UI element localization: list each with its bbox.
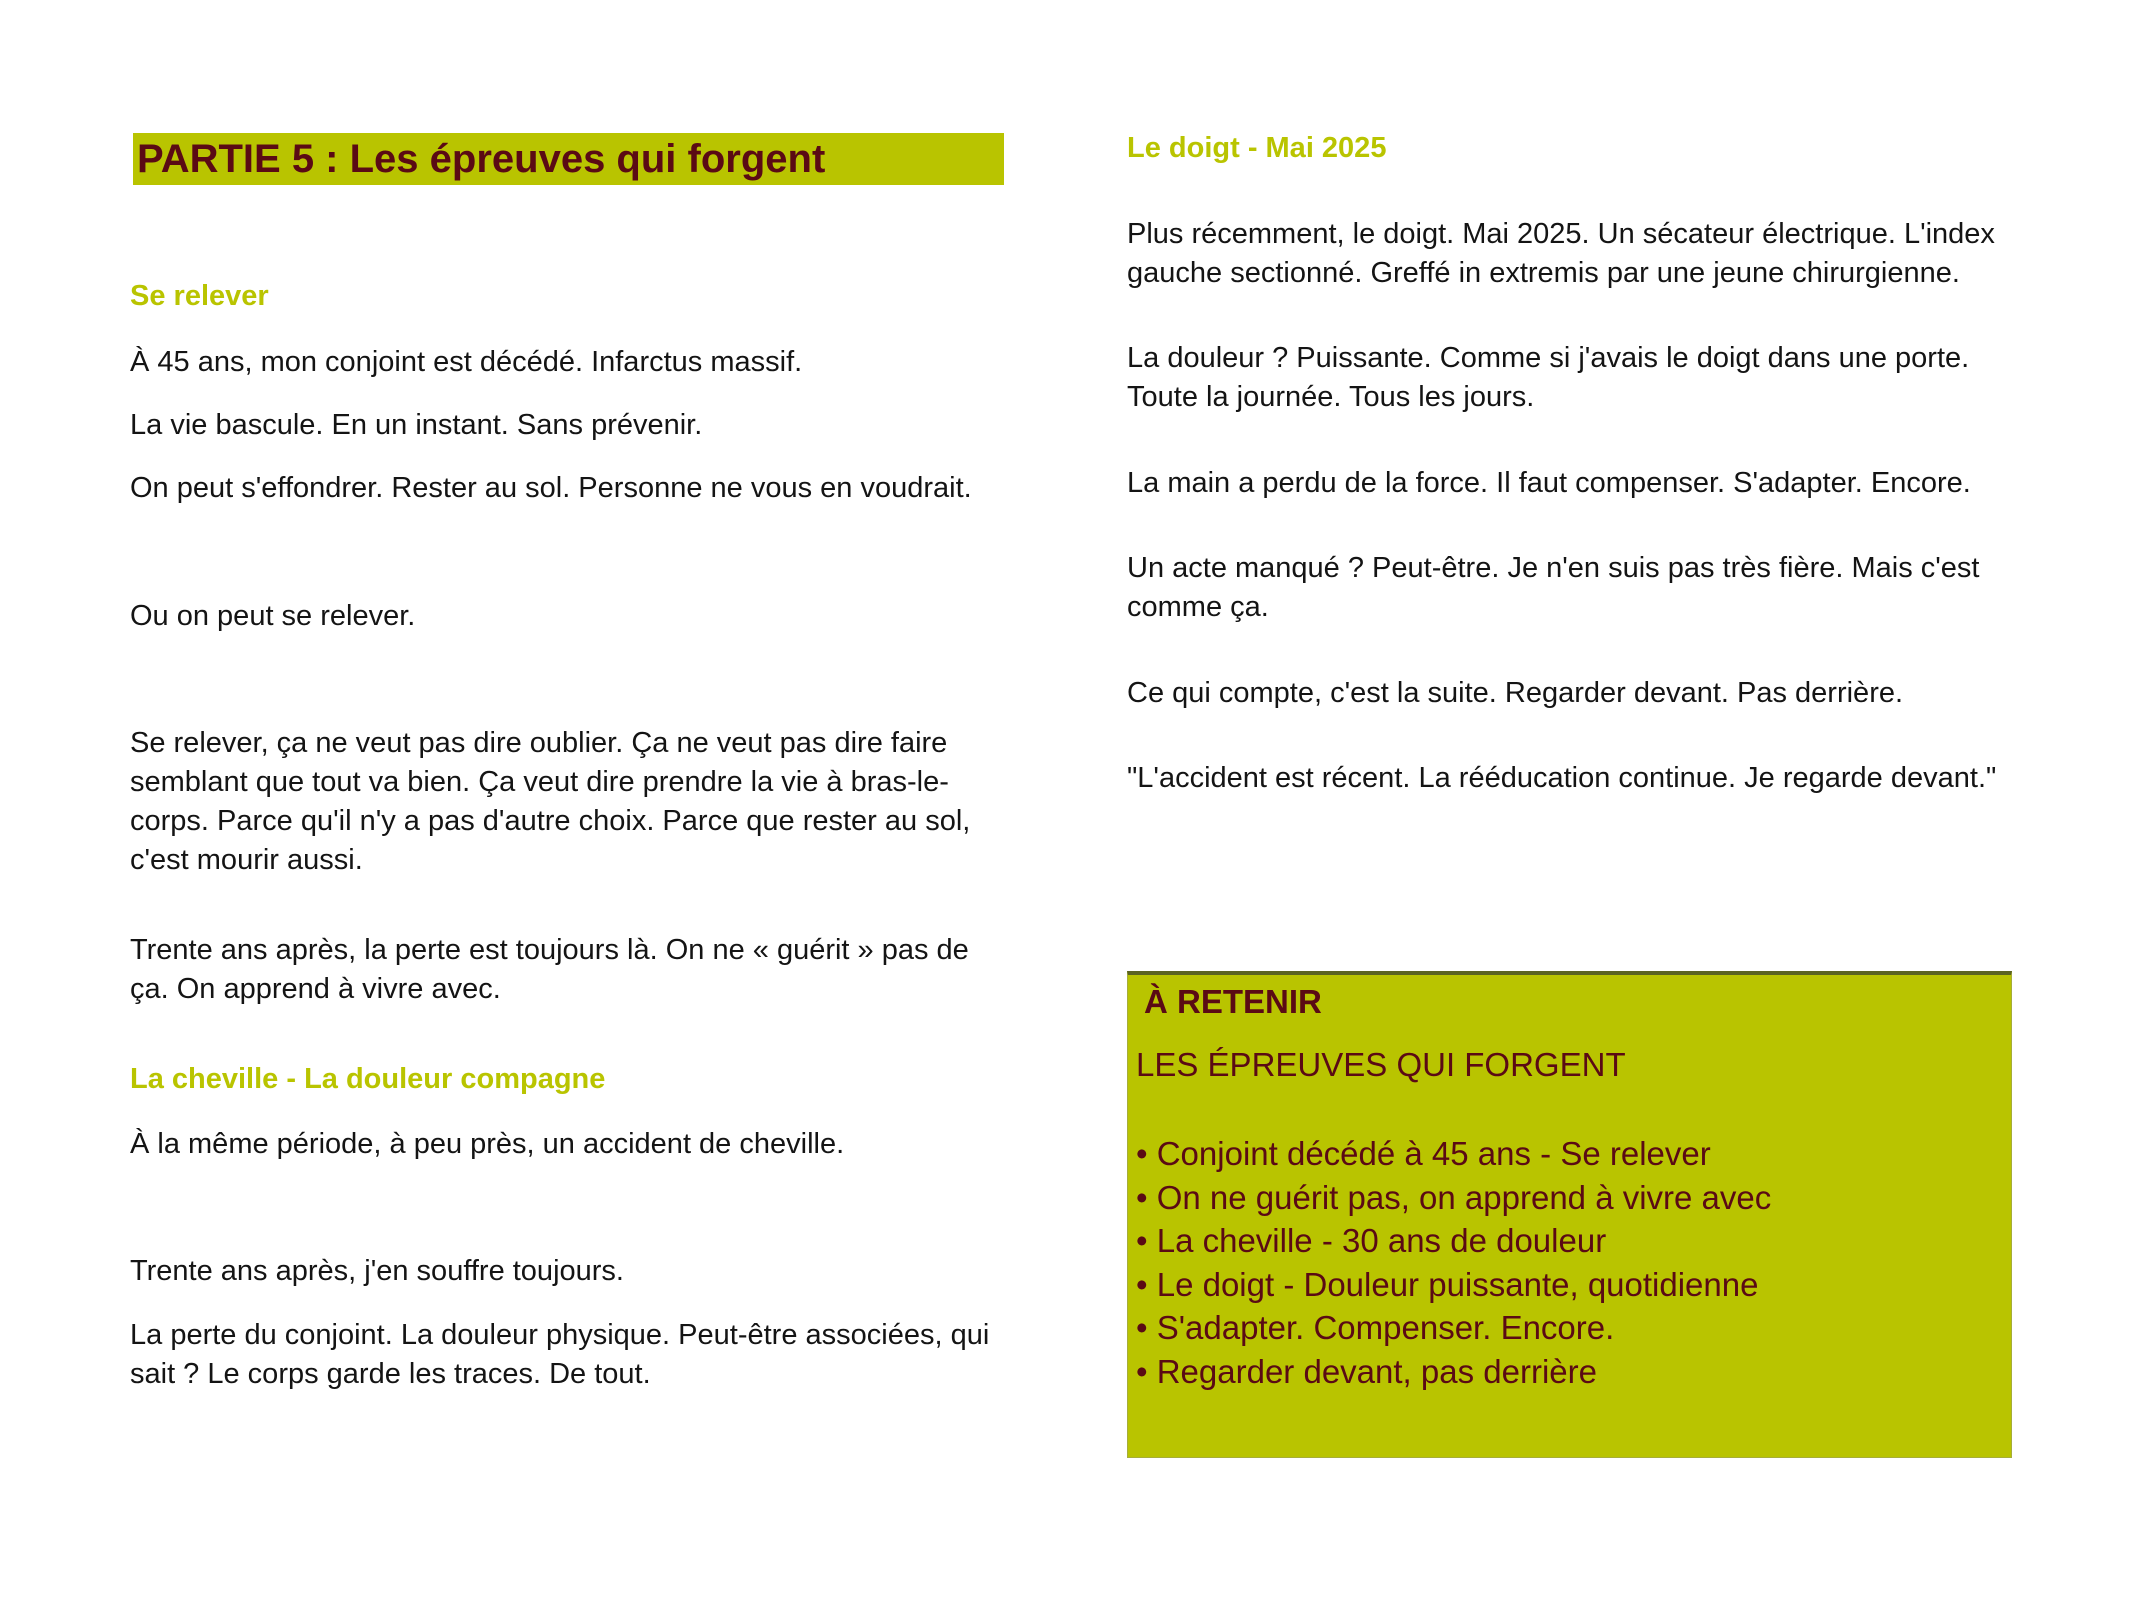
paragraph: À la même période, à peu près, un accident de cheville. [130,1128,845,1160]
list-item: • La cheville - 30 ans de douleur [1136,1222,1607,1259]
paragraph: Un acte manqué ? Peut-être. Je n'en suis pas très fière. Mais c'est comme ça. [1127,552,1980,623]
paragraph: La douleur ? Puissante. Comme si j'avais le doigt dans une porte. Toute la journée. Tous les jours. [1127,342,1970,413]
retenir-title: À RETENIR [1144,983,1322,1020]
retenir-box [1127,971,2012,1458]
paragraph: On peut s'effondrer. Rester au sol. Personne ne vous en voudrait. [130,472,972,504]
paragraph: Se relever, ça ne veut pas dire oublier. Ça ne veut pas dire faire semblant que tout va bien. Ça veut dire prendre la vie à bras-le-corps. Parce qu'il n'y a pas d'autre choix. Parce que rester au sol, c'est mourir aussi. [130,727,971,876]
list-item: • Conjoint décédé à 45 ans - Se relever [1136,1135,1711,1172]
retenir-subtitle: LES ÉPREUVES QUI FORGENT [1136,1046,1626,1083]
section-heading-doigt: Le doigt - Mai 2025 [1127,132,1387,164]
part-title: PARTIE 5 : Les épreuves qui forgent [133,133,1004,185]
retenir-list [1136,1132,1771,1393]
paragraph: Ou on peut se relever. [130,600,416,632]
list-item: • Le doigt - Douleur puissante, quotidienne [1136,1265,1759,1303]
paragraph: Ce qui compte, c'est la suite. Regarder devant. Pas derrière. [1127,677,1904,709]
section-heading-se-relever: Se relever [130,280,269,312]
paragraph: Trente ans après, j'en souffre toujours. [130,1255,624,1287]
paragraph: "L'accident est récent. La rééducation continue. Je regarde devant." [1127,762,1997,794]
paragraph: À 45 ans, mon conjoint est décédé. Infarctus massif. [130,346,803,378]
list-item: • On ne guérit pas, on apprend à vivre avec [1136,1178,1772,1216]
paragraph: Plus récemment, le doigt. Mai 2025. Un sécateur électrique. L'index gauche sectionné. Greffé in extremis par une jeune chirurgienne. [1127,218,1995,289]
paragraph: La main a perdu de la force. Il faut compenser. S'adapter. Encore. [1127,467,1971,499]
paragraph: Trente ans après, la perte est toujours là. On ne « guérit » pas de ça. On apprend à vivre avec. [130,934,969,1005]
paragraph: La perte du conjoint. La douleur physique. Peut-être associées, qui sait ? Le corps garde les traces. De tout. [130,1319,990,1390]
list-item: • Regarder devant, pas derrière [1136,1352,1597,1390]
list-item: • S'adapter. Compenser. Encore. [1136,1309,1615,1346]
section-heading-cheville: La cheville - La douleur compagne [130,1063,606,1095]
paragraph: La vie bascule. En un instant. Sans prévenir. [130,409,703,441]
